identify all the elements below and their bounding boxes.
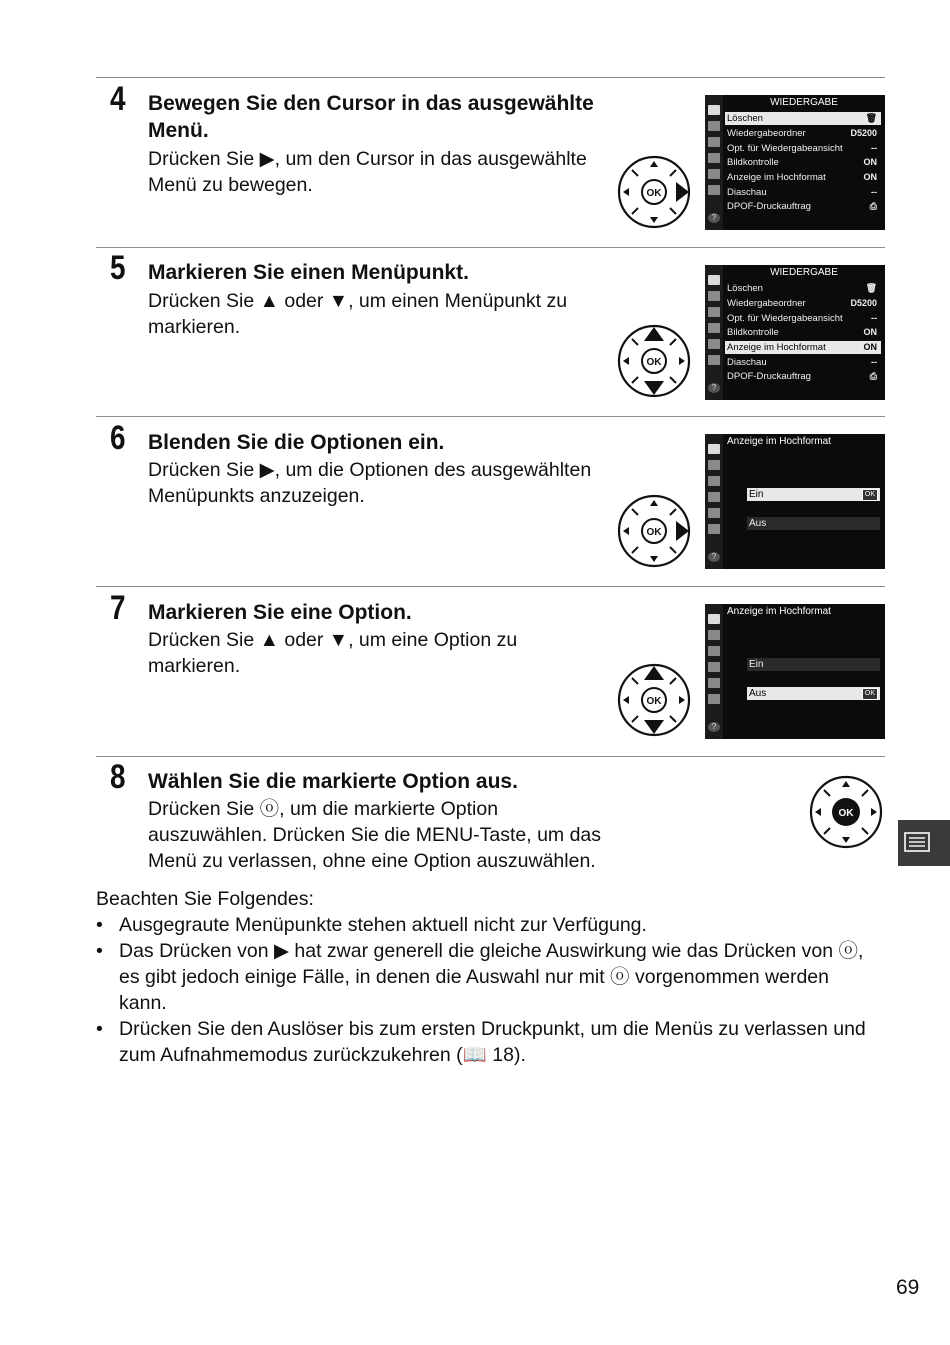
menu-item[interactable]: DPOF-Druckauftrag ⎙: [727, 201, 877, 212]
recent-settings-tab-icon: [708, 169, 720, 179]
bullet-dot: •: [96, 914, 103, 936]
camera-menu-screen: [705, 95, 885, 230]
step-body-line: Drücken Sie ⓞ, um die markierte Option: [148, 798, 499, 820]
step-title: [148, 429, 618, 456]
setup-tab-icon: [708, 323, 720, 333]
retouch-tab-icon: [708, 646, 720, 656]
menu-item[interactable]: Opt. für Wiedergabeansicht --: [727, 143, 877, 154]
bullet-dot: •: [96, 1018, 103, 1040]
step-title: [148, 599, 618, 626]
menu-item[interactable]: Opt. für Wiedergabeansicht --: [727, 313, 877, 324]
setup-tab-icon: [708, 662, 720, 672]
step-body-line: Drücken Sie ▶, um die Optionen des ausgewählten: [148, 459, 592, 481]
shooting-tab-icon: [708, 460, 720, 470]
divider: [96, 247, 885, 248]
menu-item[interactable]: Löschen 🗑: [727, 283, 877, 294]
screen-title: WIEDERGABE: [770, 267, 838, 278]
multi-selector-up-down-icon: [616, 662, 692, 738]
setup-tab-icon: [708, 153, 720, 163]
bullet-line: Drücken Sie den Auslöser bis zum ersten Druckpunkt, um die Menüs zu verlassen und: [119, 1018, 866, 1040]
menu-tabs: [705, 95, 723, 230]
multi-selector-right-icon: [616, 493, 692, 569]
step-body-line: markieren.: [148, 316, 241, 338]
bullet-line: zum Aufnahmemodus zurückzukehren (📖 18).: [119, 1044, 526, 1066]
multi-selector-ok-icon: [808, 774, 884, 850]
step-body: [148, 457, 618, 509]
menu-item[interactable]: Bildkontrolle ON: [727, 157, 877, 168]
step-body-line: Drücken Sie ▲ oder ▼, um einen Menüpunkt zu: [148, 290, 568, 312]
menu-item[interactable]: DPOF-Druckauftrag ⎙: [727, 371, 877, 382]
bullet-line: Ausgegraute Menüpunkte stehen aktuell nicht zur Verfügung.: [119, 914, 647, 936]
step-body: [148, 146, 618, 198]
step-title-line: Menü.: [148, 119, 209, 142]
shooting-tab-icon: [708, 630, 720, 640]
menu-tabs: [705, 265, 723, 400]
screen-title: Anzeige im Hochformat: [727, 436, 831, 447]
menu-list-icon: [898, 820, 950, 866]
step-body-line: Drücken Sie ▲ oder ▼, um eine Option zu: [148, 629, 518, 651]
menu-item[interactable]: Wiedergabeordner D5200: [727, 128, 877, 139]
option-row[interactable]: Aus: [747, 517, 880, 530]
page-number: 69: [896, 1276, 920, 1299]
menu-tabs: [705, 604, 723, 739]
step-body-line: Menü zu verlassen, ohne eine Option auszuwählen.: [148, 850, 596, 872]
option-row[interactable]: Ein OK: [747, 488, 880, 501]
my-menu-tab-icon: [708, 524, 720, 534]
ok-badge: OK: [862, 489, 878, 501]
setup-tab-icon: [708, 492, 720, 502]
step-body: [148, 796, 618, 874]
menu-item[interactable]: Diaschau --: [727, 187, 877, 198]
playback-tab-icon: [708, 444, 720, 454]
step-body-line: Drücken Sie ▶, um den Cursor in das ausgewählte: [148, 148, 587, 170]
step-body-line: auszuwählen. Drücken Sie die MENU-Taste, um das: [148, 824, 602, 846]
option-row[interactable]: Ein: [747, 658, 880, 671]
bullet-dot: •: [96, 940, 103, 962]
playback-tab-icon: [708, 105, 720, 115]
ok-label: OK: [646, 696, 662, 707]
camera-menu-screen: [705, 265, 885, 400]
help-icon: ?: [708, 722, 720, 732]
menu-item[interactable]: Löschen 🗑: [725, 112, 881, 125]
step-title-line: Wählen Sie die markierte Option aus.: [148, 770, 518, 793]
help-icon: ?: [708, 552, 720, 562]
step-number: 6: [110, 419, 126, 457]
menu-item[interactable]: Diaschau --: [727, 357, 877, 368]
ok-label: OK: [646, 188, 662, 199]
step-body-line: markieren.: [148, 655, 241, 677]
recent-settings-tab-icon: [708, 508, 720, 518]
ok-badge: OK: [862, 688, 878, 700]
step-title: [148, 259, 618, 286]
menu-tabs: [705, 434, 723, 569]
divider: [96, 416, 885, 417]
my-menu-tab-icon: [708, 694, 720, 704]
step-title: [148, 90, 618, 144]
step-body-line: Menü zu bewegen.: [148, 174, 313, 196]
step-title-line: Blenden Sie die Optionen ein.: [148, 431, 445, 454]
retouch-tab-icon: [708, 476, 720, 486]
my-menu-tab-icon: [708, 355, 720, 365]
shooting-tab-icon: [708, 291, 720, 301]
multi-selector-up-down-icon: [616, 323, 692, 399]
ok-label: OK: [838, 808, 854, 819]
menu-item[interactable]: Anzeige im Hochformat ON: [727, 172, 877, 183]
playback-tab-icon: [708, 275, 720, 285]
divider: [96, 756, 885, 757]
recent-settings-tab-icon: [708, 339, 720, 349]
camera-option-screen: [705, 604, 885, 739]
multi-selector-right-icon: [616, 154, 692, 230]
screen-title: Anzeige im Hochformat: [727, 606, 831, 617]
menu-item[interactable]: Wiedergabeordner D5200: [727, 298, 877, 309]
step-number: 7: [110, 589, 126, 627]
menu-section-tab: [898, 820, 950, 866]
step-number: 4: [110, 80, 126, 118]
screen-title: WIEDERGABE: [770, 97, 838, 108]
recent-settings-tab-icon: [708, 678, 720, 688]
step-title-line: Markieren Sie eine Option.: [148, 601, 412, 624]
shooting-tab-icon: [708, 121, 720, 131]
step-title: [148, 768, 618, 795]
bullet-line: kann.: [119, 992, 167, 1014]
menu-item[interactable]: Bildkontrolle ON: [727, 327, 877, 338]
step-body: [148, 288, 618, 340]
step-number: 5: [110, 249, 126, 287]
notes-intro: Beachten Sie Folgendes:: [96, 888, 314, 910]
bullet-line: es gibt jedoch einige Fälle, in denen die Auswahl nur mit ⓞ vorgenommen werden: [119, 966, 829, 988]
menu-item[interactable]: Anzeige im Hochformat ON: [725, 341, 881, 354]
retouch-tab-icon: [708, 137, 720, 147]
step-number: 8: [110, 758, 126, 796]
divider: [96, 77, 885, 78]
ok-label: OK: [646, 357, 662, 368]
retouch-tab-icon: [708, 307, 720, 317]
camera-option-screen: [705, 434, 885, 569]
help-icon: ?: [708, 383, 720, 393]
option-row[interactable]: Aus OK: [747, 687, 880, 700]
help-icon: ?: [708, 213, 720, 223]
step-body: [148, 627, 618, 679]
ok-label: OK: [646, 527, 662, 538]
divider: [96, 586, 885, 587]
step-body-line: Menüpunkts anzuzeigen.: [148, 485, 365, 507]
playback-tab-icon: [708, 614, 720, 624]
my-menu-tab-icon: [708, 185, 720, 195]
step-title-line: Bewegen Sie den Cursor in das ausgewählte: [148, 92, 594, 115]
bullet-line: Das Drücken von ▶ hat zwar generell die gleiche Auswirkung wie das Drücken von ⓞ,: [119, 940, 864, 962]
step-title-line: Markieren Sie einen Menüpunkt.: [148, 261, 469, 284]
